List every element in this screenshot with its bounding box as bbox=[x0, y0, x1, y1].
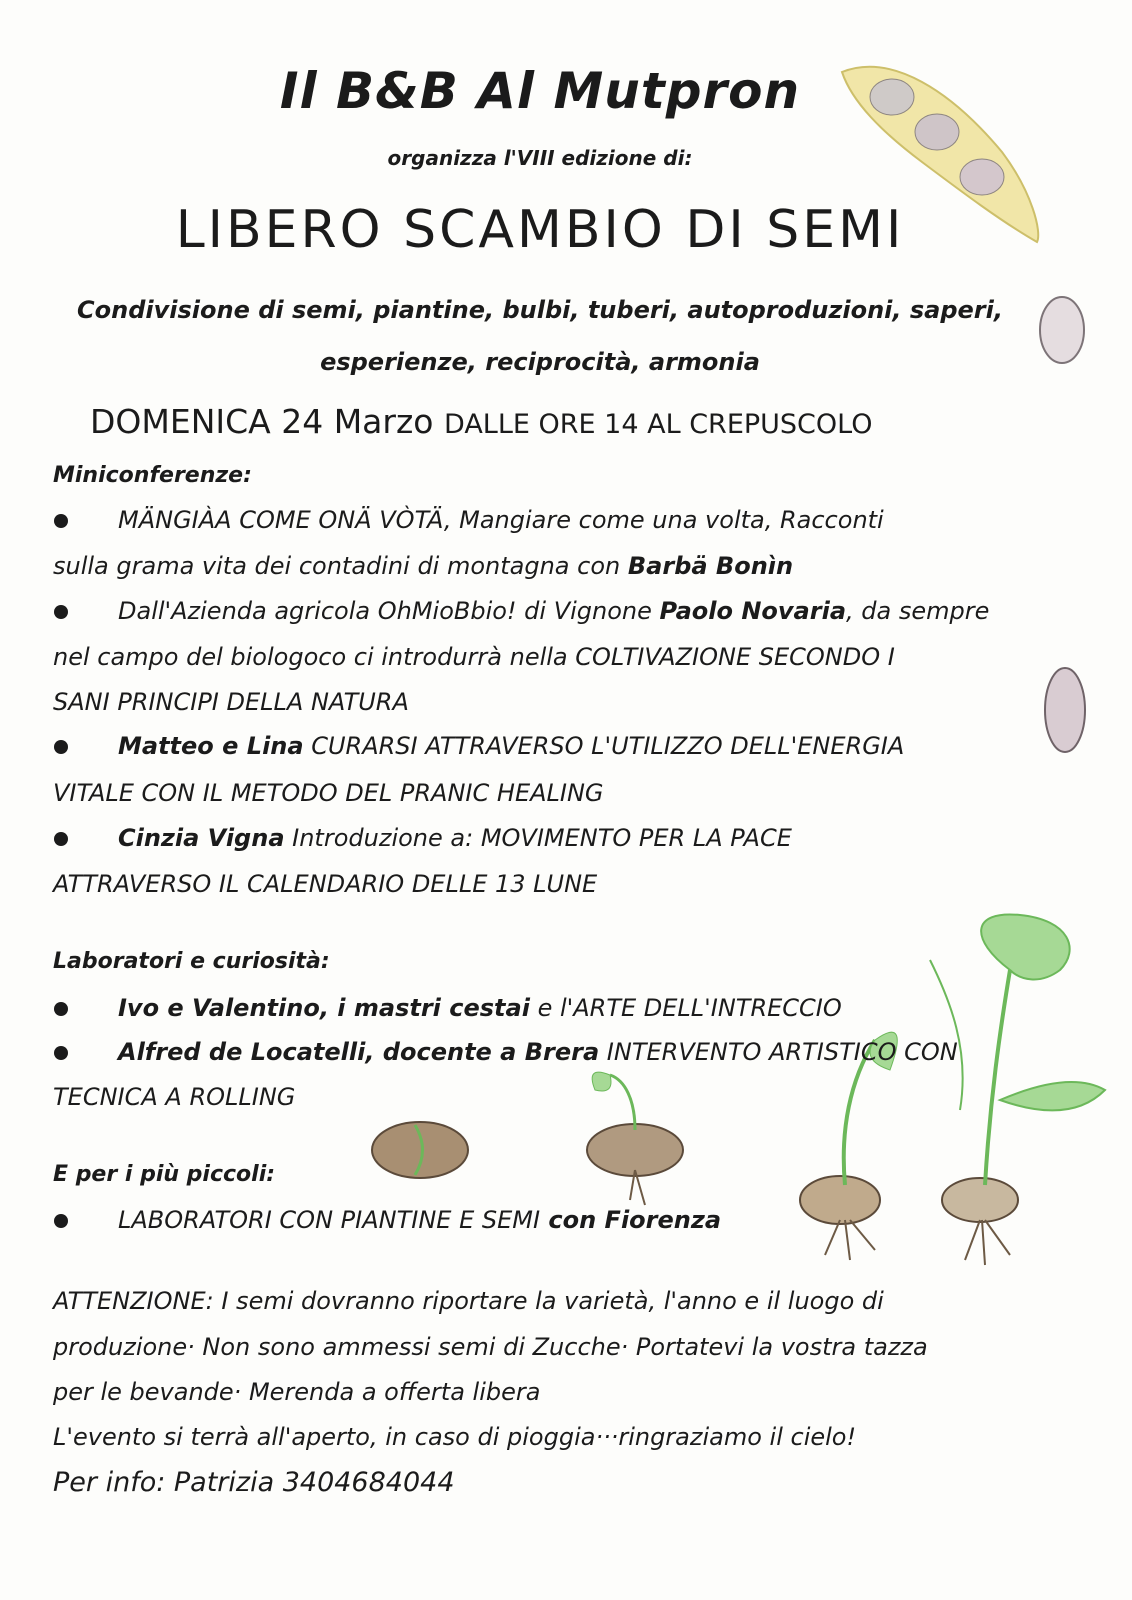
seed-drawing-right-middle bbox=[1038, 660, 1093, 760]
mini-item-2-line-1 bbox=[118, 597, 989, 625]
bullet-icon bbox=[54, 1002, 68, 1016]
mini-item-2-speaker: Paolo Novaria bbox=[659, 597, 847, 625]
piccoli-item bbox=[118, 1206, 721, 1234]
event-hours: DALLE ORE 14 AL CREPUSCOLO bbox=[444, 409, 873, 440]
notes-line-2: produzione· Non sono ammessi semi di Zucche· Portatevi la vostra tazza bbox=[53, 1333, 928, 1361]
bullet-icon bbox=[54, 605, 68, 619]
piccoli-item-speaker: con Fiorenza bbox=[540, 1206, 722, 1234]
page-title: Il B&B Al Mutpron bbox=[279, 62, 801, 120]
lab-item-2-line-2: TECNICA A ROLLING bbox=[53, 1083, 296, 1111]
mini-item-2-text-end: , da sempre bbox=[846, 597, 990, 625]
laboratori-heading: Laboratori e curiosità: bbox=[53, 949, 330, 974]
notes-line-3: per le bevande· Merenda a offerta libera bbox=[53, 1378, 541, 1406]
mini-item-4-speaker: Cinzia Vigna bbox=[118, 824, 285, 852]
mini-item-3-line-1 bbox=[118, 732, 904, 760]
lab-item-2-line-1 bbox=[118, 1038, 958, 1066]
event-description-line-2: esperienze, reciprocità, armonia bbox=[320, 348, 760, 376]
piccoli-heading: E per i più piccoli: bbox=[53, 1162, 276, 1187]
bullet-icon bbox=[54, 514, 68, 528]
mini-item-2-line-2: nel campo del biologoco ci introdurrà nella COLTIVAZIONE SECONDO I bbox=[53, 643, 895, 671]
event-description-line-1: Condivisione di semi, piantine, bulbi, tuberi, autoproduzioni, saperi, bbox=[77, 296, 1003, 324]
lab-item-1-text: e l'ARTE DELL'INTRECCIO bbox=[529, 994, 842, 1022]
event-date-main: DOMENICA 24 Marzo bbox=[90, 402, 434, 441]
mini-item-1-text: sulla grama vita dei contadini di montagna con bbox=[53, 552, 628, 580]
lab-item-1 bbox=[118, 994, 842, 1022]
mini-item-1-speaker: Barbä Bonìn bbox=[627, 552, 794, 580]
bullet-icon bbox=[54, 1046, 68, 1060]
bullet-icon bbox=[54, 1214, 68, 1228]
event-headline: LIBERO SCAMBIO DI SEMI bbox=[175, 200, 905, 260]
mini-item-4-text: Introduzione a: MOVIMENTO PER LA PACE bbox=[284, 824, 792, 852]
notes-line-1: ATTENZIONE: I semi dovranno riportare la varietà, l'anno e il luogo di bbox=[53, 1287, 884, 1315]
mini-item-3-speaker: Matteo e Lina bbox=[118, 732, 304, 760]
lab-item-2-speaker: Alfred de Locatelli, docente a Brera bbox=[118, 1038, 600, 1066]
notes-line-4: L'evento si terrà all'aperto, in caso di pioggia···ringraziamo il cielo! bbox=[53, 1423, 857, 1451]
contact-info: Per info: Patrizia 3404684044 bbox=[53, 1467, 455, 1498]
mini-item-4-line-1 bbox=[118, 824, 792, 852]
event-date bbox=[90, 402, 873, 441]
mini-item-1-line-1: MÄNGIÀA COME ONÄ VÒTÄ, Mangiare come una volta, Racconti bbox=[118, 506, 884, 534]
mini-item-4-line-2: ATTRAVERSO IL CALENDARIO DELLE 13 LUNE bbox=[53, 870, 598, 898]
mini-item-2-line-3: SANI PRINCIPI DELLA NATURA bbox=[53, 688, 409, 716]
lab-item-2-text: INTERVENTO ARTISTICO CON bbox=[599, 1038, 958, 1066]
mini-item-2-text: Dall'Azienda agricola OhMioBbio! di Vignone bbox=[118, 597, 660, 625]
page-subtitle: organizza l'VIII edizione di: bbox=[387, 146, 693, 170]
miniconferenze-heading: Miniconferenze: bbox=[53, 463, 252, 488]
piccoli-item-text: LABORATORI CON PIANTINE E SEMI bbox=[118, 1206, 541, 1234]
mini-item-3-text: CURARSI ATTRAVERSO L'UTILIZZO DELL'ENERGIA bbox=[303, 732, 905, 760]
mini-item-3-line-2: VITALE CON IL METODO DEL PRANIC HEALING bbox=[53, 779, 604, 807]
mini-item-1-line-2 bbox=[53, 552, 793, 580]
bullet-icon bbox=[54, 740, 68, 754]
bullet-icon bbox=[54, 832, 68, 846]
lab-item-1-speaker: Ivo e Valentino, i mastri cestai bbox=[118, 994, 530, 1022]
